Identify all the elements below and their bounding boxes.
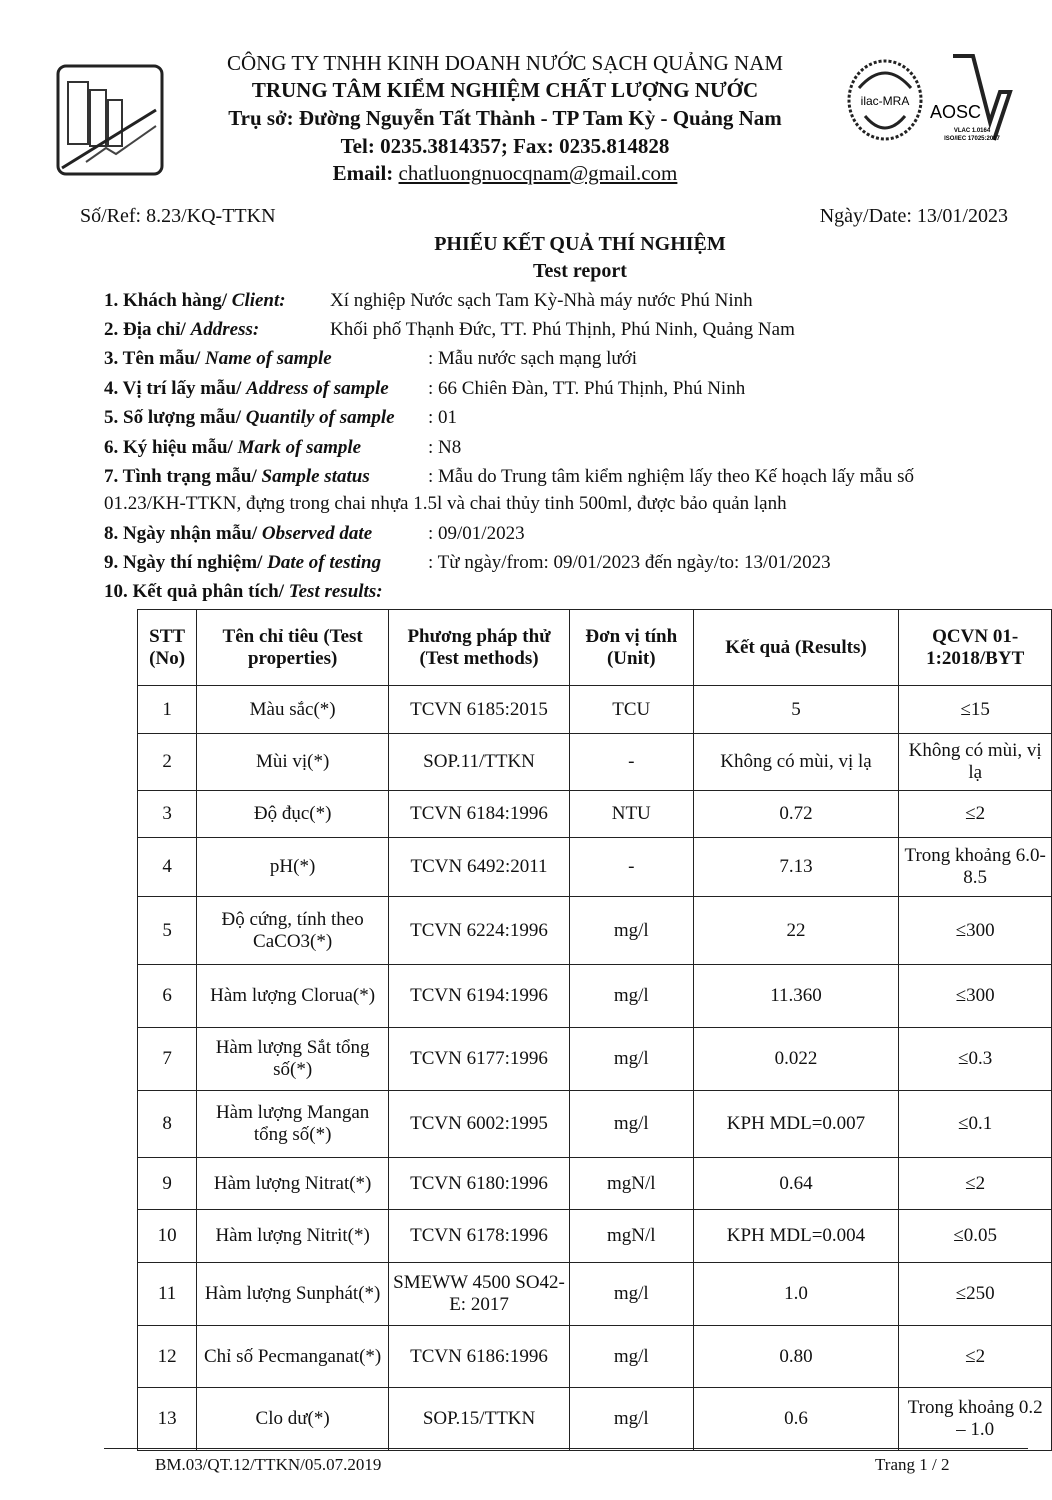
field-label-en: Date of testing (267, 552, 382, 573)
test-method: SOP.11/TTKN (389, 734, 570, 791)
table-row (138, 791, 1052, 838)
test-property: Độ cứng, tính theo CaCO3(*) (197, 897, 389, 965)
result: 0.022 (693, 1028, 899, 1091)
test-method: TCVN 6224:1996 (389, 897, 570, 965)
row-number: 10 (138, 1210, 197, 1263)
row-number: 12 (138, 1326, 197, 1388)
test-method: SOP.15/TTKN (389, 1388, 570, 1451)
test-method: SMEWW 4500 SO42- E: 2017 (389, 1263, 570, 1326)
table-row (138, 1326, 1052, 1388)
result: 22 (693, 897, 899, 965)
row-number: 1 (138, 686, 197, 734)
field-label: 7. Tình trạng mẫu/ (104, 466, 257, 487)
center-name: TRUNG TÂM KIỂM NGHIỆM CHẤT LƯỢNG NƯỚC (251, 78, 759, 102)
row-number: 3 (138, 791, 197, 838)
unit: mg/l (569, 1091, 693, 1158)
field-value: : N8 (428, 437, 462, 458)
field-9 (104, 523, 372, 545)
test-property: Hàm lượng Clorua(*) (197, 965, 389, 1028)
unit: mg/l (569, 897, 693, 965)
field-label: 3. Tên mẫu/ (104, 348, 201, 369)
result: 1.0 (693, 1263, 899, 1326)
result: KPH MDL=0.007 (693, 1091, 899, 1158)
vilas-text: VLAC 1.0164 (953, 128, 991, 134)
field-2 (104, 319, 259, 341)
row-number: 13 (138, 1388, 197, 1451)
table-row (138, 1028, 1052, 1091)
field-value: : Mẫu do Trung tâm kiểm nghiệm lấy theo Kế hoạch lấy mẫu số (428, 466, 915, 487)
row-number: 6 (138, 965, 197, 1028)
field-value: : Từ ngày/from: 09/01/2023 đến ngày/to: 13/01/2023 (428, 552, 831, 573)
standard-limit: Trong khoảng 6.0-8.5 (899, 838, 1052, 897)
test-property: pH(*) (197, 838, 389, 897)
test-property: Màu sắc(*) (197, 686, 389, 734)
unit: mg/l (569, 1326, 693, 1388)
row-number: 7 (138, 1028, 197, 1091)
field-11 (104, 581, 383, 603)
table-row (138, 965, 1052, 1028)
standard-limit: ≤300 (899, 897, 1052, 965)
result: 0.80 (693, 1326, 899, 1388)
report-title: PHIẾU KẾT QUẢ THÍ NGHIỆM (434, 233, 726, 255)
result: 11.360 (693, 965, 899, 1028)
row-number: 9 (138, 1158, 197, 1210)
standard-limit: ≤0.1 (899, 1091, 1052, 1158)
table-row (138, 1091, 1052, 1158)
field-label: 1. Khách hàng/ (104, 290, 228, 311)
report-subtitle: Test report (533, 260, 627, 282)
table-row (138, 1158, 1052, 1210)
row-number: 11 (138, 1263, 197, 1326)
field-value: : Mẫu nước sạch mạng lưới (428, 348, 638, 369)
field-1 (104, 290, 286, 312)
result: 0.64 (693, 1158, 899, 1210)
column-header: Đơn vị tính (Unit) (569, 610, 693, 686)
unit: mg/l (569, 1263, 693, 1326)
field-label-en: Sample status (261, 466, 370, 487)
field-value: Xí nghiệp Nước sạch Tam Kỳ-Nhà máy nước Phú Ninh (330, 290, 753, 311)
report-date: Ngày/Date: 13/01/2023 (819, 205, 1008, 227)
test-method: TCVN 6186:1996 (389, 1326, 570, 1388)
unit: mgN/l (569, 1210, 693, 1263)
result: KPH MDL=0.004 (693, 1210, 899, 1263)
row-number: 8 (138, 1091, 197, 1158)
test-property: Chỉ số Pecmanganat(*) (197, 1326, 389, 1388)
field-label: 6. Ký hiệu mẫu/ (104, 437, 233, 458)
unit: mgN/l (569, 1158, 693, 1210)
field-label-en: Client: (231, 290, 286, 311)
field-label-en: Test results: (288, 581, 383, 602)
table-row (138, 1210, 1052, 1263)
field-value: 01.23/KH-TTKN, đựng trong chai nhựa 1.5l và chai thủy tinh 500ml, được bảo quản lạnh (104, 493, 787, 514)
field-10 (104, 552, 381, 574)
standard-limit: ≤15 (899, 686, 1052, 734)
field-3 (104, 348, 332, 370)
table-row (138, 838, 1052, 897)
table-header-row (138, 610, 1052, 686)
column-header: QCVN 01-1:2018/BYT (899, 610, 1052, 686)
test-property: Hàm lượng Nitrat(*) (197, 1158, 389, 1210)
test-method: TCVN 6492:2011 (389, 838, 570, 897)
test-method: TCVN 6184:1996 (389, 791, 570, 838)
column-header: STT (No) (138, 610, 197, 686)
aosc-logo (928, 52, 1018, 148)
reference-number: Số/Ref: 8.23/KQ-TTKN (80, 205, 276, 227)
test-method: TCVN 6180:1996 (389, 1158, 570, 1210)
field-6 (104, 437, 361, 459)
field-label: 2. Địa chỉ/ (104, 319, 186, 340)
field-label-en: Name of sample (205, 348, 332, 369)
unit: mg/l (569, 1388, 693, 1451)
row-number: 5 (138, 897, 197, 965)
unit: mg/l (569, 965, 693, 1028)
unit: NTU (569, 791, 693, 838)
test-property: Hàm lượng Sunphát(*) (197, 1263, 389, 1326)
results-table (137, 609, 1052, 1451)
field-value: : 01 (428, 407, 458, 428)
unit: mg/l (569, 1028, 693, 1091)
field-label-en: Mark of sample (237, 437, 362, 458)
field-label: 8. Ngày nhận mẫu/ (104, 523, 258, 544)
field-value: : 09/01/2023 (428, 523, 525, 544)
footer-divider (104, 1448, 1028, 1449)
test-property: Hàm lượng Sắt tổng số(*) (197, 1028, 389, 1091)
ilac-text: ilac-MRA (860, 94, 910, 108)
test-method: TCVN 6177:1996 (389, 1028, 570, 1091)
table-row (138, 897, 1052, 965)
standard-limit: ≤2 (899, 1158, 1052, 1210)
email-line (180, 160, 830, 186)
result: 5 (693, 686, 899, 734)
form-code: BM.03/QT.12/TTKN/05.07.2019 (155, 1455, 382, 1474)
table-row (138, 1388, 1052, 1451)
column-header: Phương pháp thử (Test methods) (389, 610, 570, 686)
column-header: Tên chỉ tiêu (Test properties) (197, 610, 389, 686)
unit: - (569, 838, 693, 897)
email-link[interactable]: chatluongnuocqnam@gmail.com (398, 161, 678, 185)
address: Trụ sở: Đường Nguyễn Tất Thành - TP Tam Kỳ - Quảng Nam (228, 106, 782, 130)
column-header: Kết quả (Results) (693, 610, 899, 686)
standard-limit: ≤2 (899, 791, 1052, 838)
company-name: CÔNG TY TNHH KINH DOANH NƯỚC SẠCH QUẢNG NAM (226, 51, 784, 75)
standard-limit: ≤0.05 (899, 1210, 1052, 1263)
standard-limit: Trong khoảng 0.2 – 1.0 (899, 1388, 1052, 1451)
field-5 (104, 407, 395, 429)
table-row (138, 734, 1052, 791)
standard-limit: Không có mùi, vị lạ (899, 734, 1052, 791)
field-label-en: Observed date (261, 523, 373, 544)
test-property: Mùi vị(*) (197, 734, 389, 791)
field-value: Khối phố Thạnh Đức, TT. Phú Thịnh, Phú Ninh, Quảng Nam (330, 319, 795, 340)
test-method: TCVN 6002:1995 (389, 1091, 570, 1158)
test-method: TCVN 6185:2015 (389, 686, 570, 734)
field-label: 4. Vị trí lấy mẫu/ (104, 378, 242, 399)
field-label-en: Address: (190, 319, 260, 340)
field-label: 9. Ngày thí nghiệm/ (104, 552, 263, 573)
email-label: Email: (332, 161, 394, 185)
result: 7.13 (693, 838, 899, 897)
company-logo (56, 64, 164, 176)
aosc-text: AOSC (930, 102, 982, 122)
result: 0.6 (693, 1388, 899, 1451)
ilac-mra-logo (845, 58, 925, 142)
test-property: Clo dư(*) (197, 1388, 389, 1451)
standard-limit: ≤250 (899, 1263, 1052, 1326)
test-method: TCVN 6194:1996 (389, 965, 570, 1028)
unit: - (569, 734, 693, 791)
table-row (138, 686, 1052, 734)
page-number: Trang 1 / 2 (875, 1455, 950, 1474)
test-property: Độ đục(*) (197, 791, 389, 838)
standard-limit: ≤300 (899, 965, 1052, 1028)
field-4 (104, 378, 389, 400)
test-method: TCVN 6178:1996 (389, 1210, 570, 1263)
result: Không có mùi, vị lạ (693, 734, 899, 791)
iso-text: ISO/IEC 17025:2017 (944, 136, 1000, 142)
tel-fax: Tel: 0235.3814357; Fax: 0235.814828 (340, 134, 670, 158)
field-label-en: Quantily of sample (245, 407, 395, 428)
field-label: 10. Kết quả phân tích/ (104, 581, 285, 602)
field-7 (104, 466, 370, 488)
row-number: 2 (138, 734, 197, 791)
result: 0.72 (693, 791, 899, 838)
field-value: : 66 Chiên Đàn, TT. Phú Thịnh, Phú Ninh (428, 378, 746, 399)
field-label-en: Address of sample (246, 378, 389, 399)
unit: TCU (569, 686, 693, 734)
table-row (138, 1263, 1052, 1326)
field-label: 5. Số lượng mẫu/ (104, 407, 242, 428)
row-number: 4 (138, 838, 197, 897)
test-property: Hàm lượng Nitrit(*) (197, 1210, 389, 1263)
standard-limit: ≤0.3 (899, 1028, 1052, 1091)
standard-limit: ≤2 (899, 1326, 1052, 1388)
test-property: Hàm lượng Mangan tổng số(*) (197, 1091, 389, 1158)
